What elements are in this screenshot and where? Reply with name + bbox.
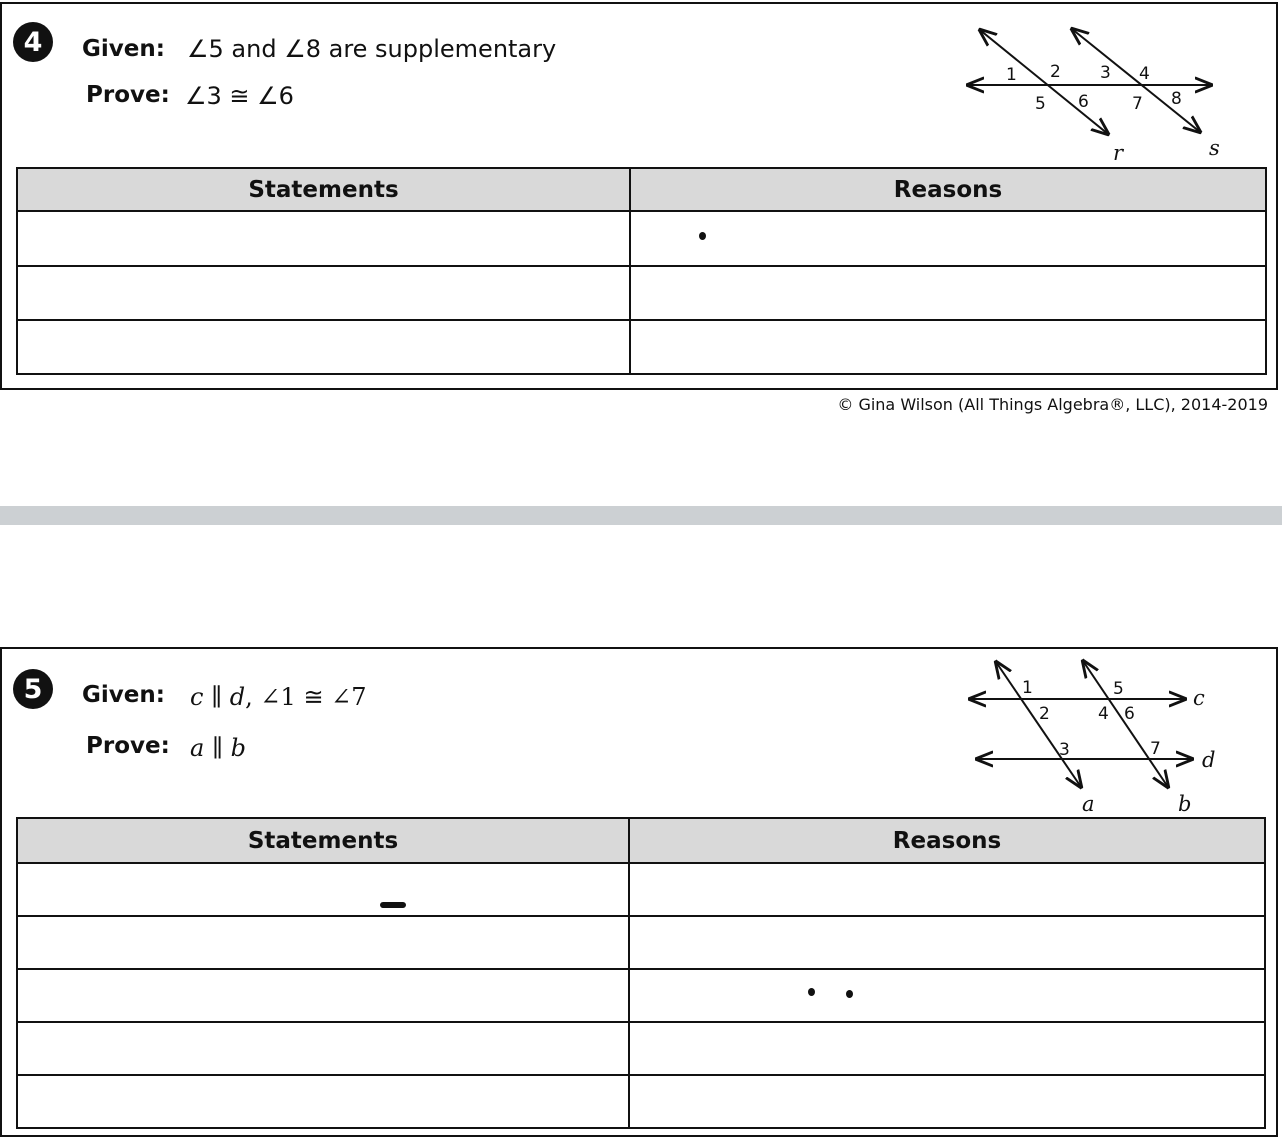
statement-cell[interactable] [17, 211, 630, 266]
proof-table [16, 817, 1266, 1129]
given-line-c: c [190, 683, 204, 711]
problem-5 [0, 647, 1278, 1137]
angle-label-7: 7 [1150, 739, 1161, 759]
reason-cell[interactable] [630, 320, 1266, 374]
line-s [1072, 29, 1200, 132]
angle-label-3: 3 [1059, 740, 1070, 760]
reasons-header: Reasons [630, 168, 1266, 211]
transversal-diagram [952, 18, 1232, 168]
given-label: Given: [82, 682, 165, 708]
problem-number-badge: 4 [13, 22, 53, 62]
statements-header: Statements [17, 168, 630, 211]
parallel-lines-diagram [952, 655, 1232, 823]
angle-label-3: 3 [1100, 63, 1111, 83]
angle-label-6: 6 [1124, 704, 1135, 724]
statement-cell[interactable] [17, 320, 630, 374]
ink-dash [380, 902, 406, 908]
ink-dot [846, 990, 853, 998]
given-angle-congruence: , ∠1 ≅ ∠7 [245, 683, 367, 711]
angle-label-1: 1 [1006, 65, 1017, 85]
ink-dot [808, 988, 815, 996]
reason-cell[interactable] [629, 1022, 1265, 1075]
given-parallel-symbol: ∥ [203, 683, 230, 711]
section-divider [0, 506, 1282, 525]
angle-label-4: 4 [1098, 704, 1109, 724]
angle-label-5: 5 [1035, 94, 1046, 114]
copyright-notice: © Gina Wilson (All Things Algebra®, LLC), 2014-2019 [837, 395, 1268, 414]
line-label-a: a [1082, 792, 1095, 816]
statement-cell[interactable] [17, 916, 629, 969]
given-text: ∠5 and ∠8 are supplementary [187, 35, 557, 63]
line-r [980, 30, 1108, 134]
prove-text [190, 734, 246, 762]
given-line-d: d [229, 683, 246, 711]
statement-cell[interactable] [17, 969, 629, 1022]
angle-label-5: 5 [1113, 679, 1124, 699]
ink-dot [699, 232, 706, 240]
angle-label-2: 2 [1039, 704, 1050, 724]
reason-cell[interactable] [629, 969, 1265, 1022]
given-text [190, 683, 367, 711]
prove-line-a: a [190, 734, 205, 762]
problem-4 [0, 2, 1278, 390]
statement-cell[interactable] [17, 1075, 629, 1128]
proof-table [16, 167, 1267, 375]
statement-cell[interactable] [17, 863, 629, 916]
reason-cell[interactable] [630, 266, 1266, 320]
reason-cell[interactable] [629, 863, 1265, 916]
reasons-header: Reasons [629, 818, 1265, 863]
prove-text: ∠3 ≅ ∠6 [185, 82, 294, 110]
line-label-d: d [1202, 748, 1216, 772]
reason-cell[interactable] [629, 1075, 1265, 1128]
angle-label-7: 7 [1132, 94, 1143, 114]
prove-parallel-symbol: ∥ [204, 734, 231, 762]
statements-header: Statements [17, 818, 629, 863]
reason-cell[interactable] [629, 916, 1265, 969]
line-b [1083, 661, 1168, 787]
angle-label-4: 4 [1139, 64, 1150, 84]
line-label-s: s [1209, 136, 1220, 160]
prove-label: Prove: [86, 733, 170, 759]
angle-label-8: 8 [1171, 89, 1182, 109]
problem-number-badge: 5 [13, 669, 53, 709]
angle-label-1: 1 [1022, 678, 1033, 698]
line-label-c: c [1193, 686, 1205, 710]
angle-label-2: 2 [1050, 62, 1061, 82]
reason-cell[interactable] [630, 211, 1266, 266]
statement-cell[interactable] [17, 266, 630, 320]
prove-line-b: b [230, 734, 247, 762]
statement-cell[interactable] [17, 1022, 629, 1075]
line-a [996, 662, 1081, 787]
given-label: Given: [82, 36, 165, 62]
prove-label: Prove: [86, 82, 170, 108]
line-label-r: r [1113, 141, 1124, 165]
line-label-b: b [1178, 792, 1192, 816]
angle-label-6: 6 [1078, 92, 1089, 112]
